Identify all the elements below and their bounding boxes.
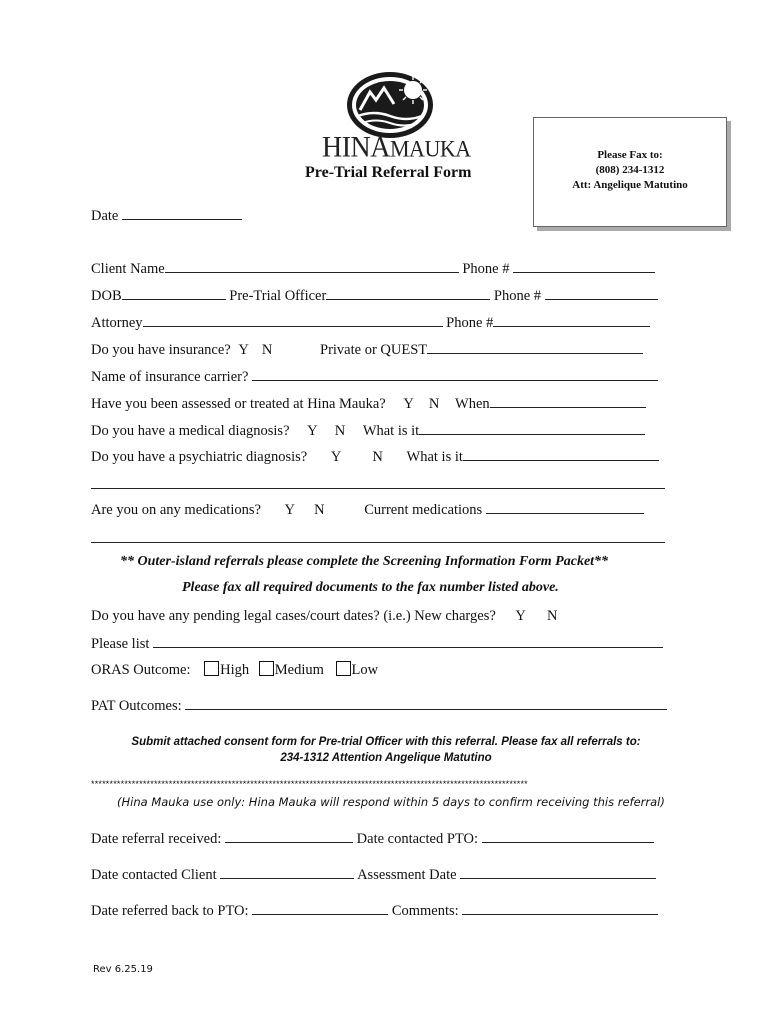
medical-row	[91, 421, 645, 440]
insurance-carrier-label: Name of insurance carrier?	[91, 369, 249, 385]
date-field[interactable]	[122, 206, 242, 220]
date-contacted-client-row	[91, 865, 656, 884]
date-row	[91, 206, 242, 225]
revision-label: Rev 6.25.19	[93, 964, 153, 975]
assessed-no[interactable]: N	[428, 396, 440, 412]
hina-mauka-emblem	[318, 70, 468, 140]
attorney-phone-field[interactable]	[493, 313, 650, 327]
submit-note	[91, 734, 681, 766]
assessed-yes[interactable]: Y	[403, 396, 414, 412]
medical-yes[interactable]: Y	[307, 423, 318, 439]
oras-medium-label: Medium	[274, 662, 324, 678]
date-received-label: Date referral received:	[91, 831, 222, 847]
date-received-row	[91, 829, 654, 848]
please-list-row	[91, 634, 663, 653]
please-list-field[interactable]	[153, 634, 663, 648]
medications-yes[interactable]: Y	[284, 502, 295, 518]
fax-line-1: Please Fax to:	[597, 149, 663, 161]
psych-no[interactable]: N	[372, 449, 383, 465]
form-title: Pre-Trial Referral Form	[305, 164, 472, 181]
assessment-date-label: Assessment Date	[357, 867, 457, 883]
fax-line-3: Att: Angelique Matutino	[572, 179, 688, 191]
logo	[318, 70, 471, 165]
dob-field[interactable]	[122, 286, 226, 300]
legal-row	[91, 607, 557, 625]
medications-no[interactable]: N	[314, 502, 325, 518]
legal-no[interactable]: N	[546, 608, 558, 624]
insurance-row	[91, 340, 643, 359]
dob-label: DOB	[91, 288, 122, 304]
attorney-label: Attorney	[91, 315, 143, 331]
assessed-question: Have you been assessed or treated at Hina Mauka?	[91, 396, 386, 412]
brand-wordmark	[322, 131, 471, 165]
legal-yes[interactable]: Y	[515, 608, 526, 624]
psych-extra-line[interactable]	[91, 474, 665, 489]
oras-low-checkbox[interactable]	[336, 661, 351, 676]
pretrial-officer-label: Pre-Trial Officer	[229, 288, 327, 304]
client-name-label: Client Name	[91, 261, 165, 277]
medical-what-field[interactable]	[419, 421, 645, 435]
current-meds-label: Current medications	[364, 502, 483, 518]
insurance-carrier-field[interactable]	[252, 367, 658, 381]
comments-label: Comments:	[391, 903, 459, 919]
date-contacted-client-label: Date contacted Client	[91, 867, 217, 883]
client-name-row	[91, 259, 655, 278]
fax-line-2: (808) 234-1312	[595, 164, 665, 176]
oras-label: ORAS Outcome:	[91, 662, 191, 678]
client-name-field[interactable]	[165, 259, 459, 273]
legal-question: Do you have any pending legal cases/court dates? (i.e.) New charges?	[91, 608, 496, 624]
medical-no[interactable]: N	[334, 423, 346, 439]
pretrial-officer-field[interactable]	[326, 286, 490, 300]
date-label: Date	[91, 208, 119, 224]
private-quest-field[interactable]	[427, 340, 643, 354]
medications-question: Are you on any medications?	[91, 502, 261, 518]
date-contacted-pto-field[interactable]	[482, 829, 654, 843]
date-contacted-pto-label: Date contacted PTO:	[356, 831, 478, 847]
medications-row	[91, 500, 644, 519]
date-received-field[interactable]	[225, 829, 353, 843]
when-label: When	[455, 396, 490, 412]
oras-row	[91, 661, 378, 679]
psych-what-field[interactable]	[463, 447, 659, 461]
medications-extra-line[interactable]	[91, 528, 665, 543]
phone-label-3: Phone #	[446, 315, 494, 331]
psych-row	[91, 447, 659, 466]
current-meds-field[interactable]	[486, 500, 644, 514]
insurance-question: Do you have insurance?	[91, 342, 231, 358]
oras-low-label: Low	[351, 662, 379, 678]
please-list-label: Please list	[91, 636, 150, 652]
attorney-field[interactable]	[143, 313, 443, 327]
oras-high-checkbox[interactable]	[204, 661, 219, 676]
psych-yes[interactable]: Y	[330, 449, 341, 465]
phone-label-1: Phone #	[462, 261, 510, 277]
private-quest-label: Private or QUEST	[320, 342, 428, 358]
date-referred-back-label: Date referred back to PTO:	[91, 903, 249, 919]
phone-label-2: Phone #	[493, 288, 542, 304]
psych-what-label: What is it	[406, 449, 463, 465]
insurance-no[interactable]: N	[261, 342, 273, 358]
date-referred-back-row	[91, 901, 658, 920]
medical-question: Do you have a medical diagnosis?	[91, 423, 290, 439]
pat-field[interactable]	[185, 696, 667, 710]
date-referred-back-field[interactable]	[252, 901, 388, 915]
submit-note-line-2: 234-1312 Attention Angelique Matutino	[280, 752, 492, 764]
dob-row	[91, 286, 658, 305]
attorney-row	[91, 313, 650, 332]
pat-label: PAT Outcomes:	[91, 698, 182, 714]
oras-medium-checkbox[interactable]	[259, 661, 274, 676]
outer-island-notice: ** Outer-island referrals please complete the Screening Information Form Packet**	[120, 554, 609, 569]
fax-all-notice: Please fax all required documents to the fax number listed above.	[182, 580, 559, 595]
when-field[interactable]	[490, 394, 646, 408]
brand-part-1: HINA	[322, 131, 390, 164]
insurance-yes[interactable]: Y	[238, 342, 249, 358]
officer-phone-field[interactable]	[545, 286, 658, 300]
star-separator: **********************************************************************************************************************	[91, 779, 528, 789]
oras-high-label: High	[220, 662, 250, 678]
pat-row	[91, 696, 667, 715]
office-use-note: (Hina Mauka use only: Hina Mauka will respond within 5 days to confirm receiving this referral)	[117, 795, 665, 809]
assessment-date-field[interactable]	[460, 865, 656, 879]
brand-part-2: MAUKA	[390, 135, 471, 162]
psych-question: Do you have a psychiatric diagnosis?	[91, 449, 308, 465]
assessed-row	[91, 394, 646, 413]
insurance-carrier-row	[91, 367, 658, 386]
medical-what-label: What is it	[362, 423, 420, 439]
fax-info-box	[533, 117, 727, 227]
submit-note-line-1: Submit attached consent form for Pre-trial Officer with this referral. Please fax all referrals to:	[131, 736, 641, 748]
comments-field[interactable]	[462, 901, 658, 915]
client-phone-field[interactable]	[513, 259, 655, 273]
date-contacted-client-field[interactable]	[220, 865, 354, 879]
